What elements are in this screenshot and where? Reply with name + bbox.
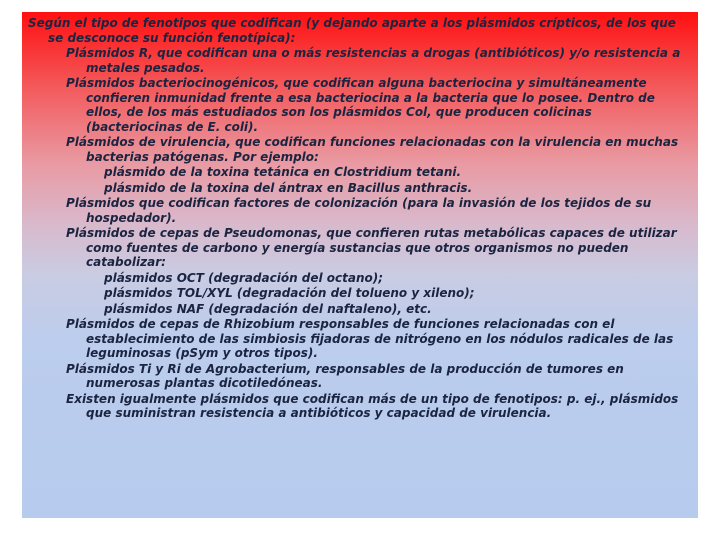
slide-body-text <box>28 16 692 422</box>
list-item-bacteriocinogenic-plasmids: Plásmidos bacteriocinogénicos, que codifican alguna bacteriocina y simultáneamente confieren inmunidad frente a esa bacteriocina a la bacteria que lo posee. Dentro de ellos, de los más estudiados son los plásmidos Col, que producen colicinas (bacteriocinas de E. coli). <box>66 76 655 134</box>
list-item-r-plasmids: Plásmidos R, que codifican una o más resistencias a drogas (antibióticos) y/o resistencia a metales pesados. <box>66 46 681 75</box>
list-item-rhizobium-plasmids: Plásmidos de cepas de Rhizobium responsables de funciones relacionadas con el establecimiento de las simbiosis fijadoras de nitrógeno en los nódulos radicales de las leguminosas (pSym y otros tipos). <box>66 317 674 360</box>
intro-paragraph: Según el tipo de fenotipos que codifican (y dejando aparte a los plásmidos crípticos, de los que se desconoce su función fenotípica): <box>28 16 676 45</box>
list-item-colonization-plasmids: Plásmidos que codifican factores de colonización (para la invasión de los tejidos de su hospedador). <box>66 196 652 225</box>
list-item-multi-phenotype-plasmids: Existen igualmente plásmidos que codifican más de un tipo de fenotipos: p. ej., plásmidos que suministran resistencia a antibióticos y capacidad de virulencia. <box>66 391 679 420</box>
sub-item-anthrax-toxin: plásmido de la toxina del ántrax en Bacillus anthracis. <box>104 180 473 195</box>
sub-item-naf-plasmids: plásmidos NAF (degradación del naftaleno), etc. <box>104 301 432 316</box>
sub-item-oct-plasmids: plásmidos OCT (degradación del octano); <box>104 270 384 285</box>
list-item-agrobacterium-plasmids: Plásmidos Ti y Ri de Agrobacterium, responsables de la producción de tumores en numerosas plantas dicotiledóneas. <box>66 361 624 390</box>
slide-background <box>22 12 698 518</box>
sub-item-tol-xyl-plasmids: plásmidos TOL/XYL (degradación del tolueno y xileno); <box>104 286 475 300</box>
sub-item-tetanus-toxin: plásmido de la toxina tetánica en Clostridium tetani. <box>104 165 462 179</box>
list-item-virulence-plasmids: Plásmidos de virulencia, que codifican funciones relacionadas con la virulencia en muchas bacterias patógenas. Por ejemplo: <box>66 135 679 164</box>
list-item-pseudomonas-plasmids: Plásmidos de cepas de Pseudomonas, que confieren rutas metabólicas capaces de utilizar como fuentes de carbono y energía sustancias que otros organismos no pueden catabolizar: <box>66 226 677 269</box>
